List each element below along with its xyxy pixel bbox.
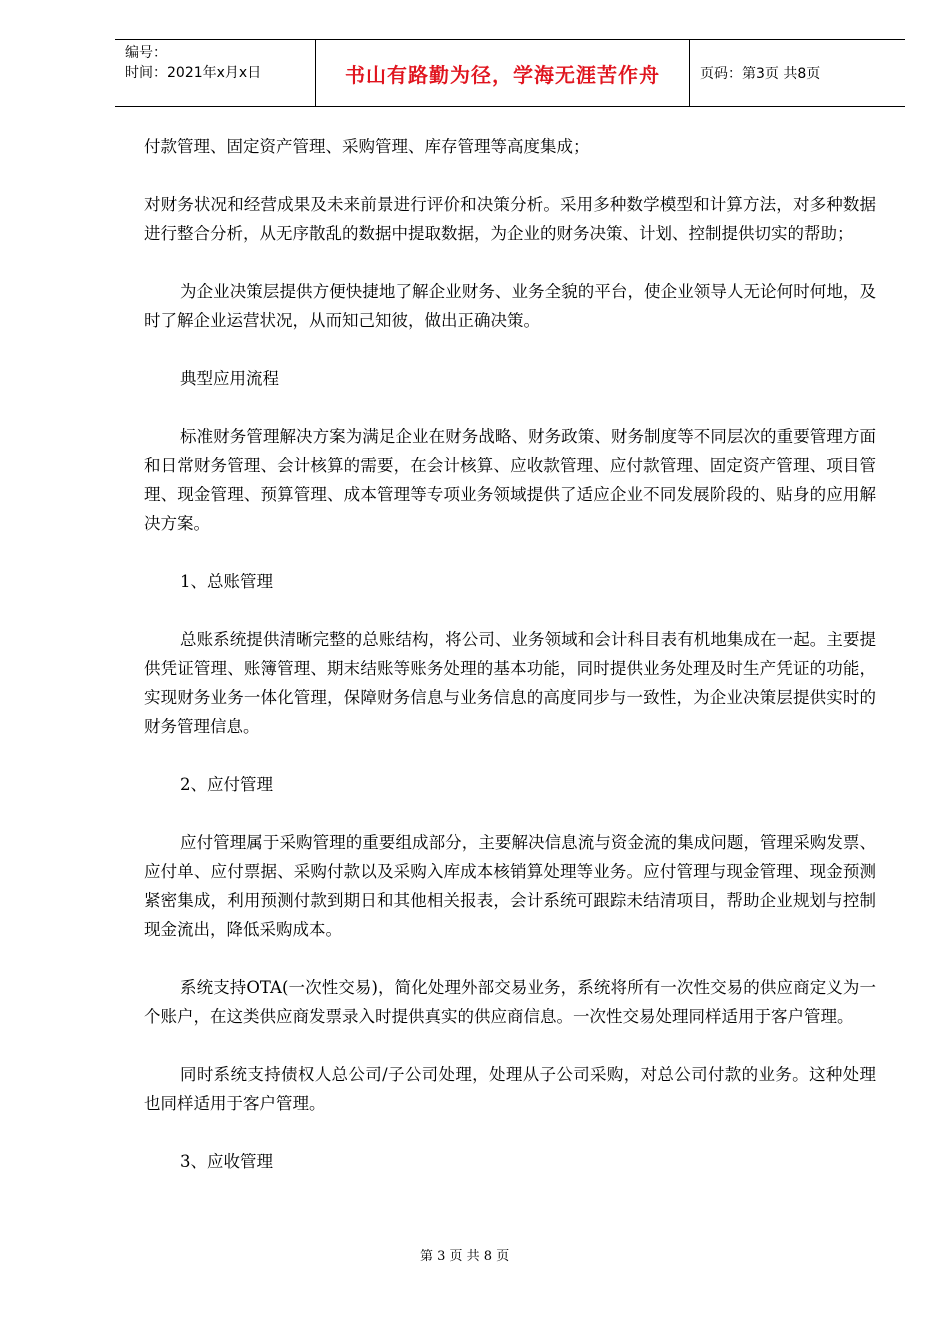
paragraph: 同时系统支持债权人总公司/子公司处理，处理从子公司采购，对总公司付款的业务。这种处理也同样适用于客户管理。 (144, 1065, 876, 1113)
document-body (144, 132, 876, 1205)
paragraph: 标准财务管理解决方案为满足企业在财务战略、财务政策、财务制度等不同层次的重要管理方面和日常财务管理、会计核算的需要，在会计核算、应收款管理、应付款管理、固定资产管理、项目管理、现金管理、预算管理、成本管理等专项业务领域提供了适应企业不同发展阶段的、贴身的应用解决方案。 (144, 427, 876, 533)
section-heading: 典型应用流程 (180, 369, 279, 388)
header-meta (115, 40, 316, 106)
paragraph: 为企业决策层提供方便快捷地了解企业财务、业务全貌的平台，使企业领导人无论何时何地，及时了解企业运营状况，从而知己知彼，做出正确决策。 (144, 282, 876, 330)
page-footer: 第 3 页 共 8 页 (420, 1249, 510, 1264)
paragraph: 总账系统提供清晰完整的总账结构，将公司、业务领域和会计科目表有机地集成在一起。主要提供凭证管理、账簿管理、期末结账等账务处理的基本功能，同时提供业务处理及时生产凭证的功能，实现财务业务一体化管理，保障财务信息与业务信息的高度同步与一致性，为企业决策层提供实时的财务管理信息。 (144, 630, 876, 736)
document-time: 时间：2021年x月x日 (125, 65, 262, 81)
section-heading: 1、总账管理 (180, 572, 273, 591)
page-header (115, 39, 905, 107)
paragraph: 系统支持OTA(一次性交易)，简化处理外部交易业务，系统将所有一次性交易的供应商定义为一个账户，在这类供应商发票录入时提供真实的供应商信息。一次性交易处理同样适用于客户管理。 (144, 978, 876, 1026)
section-heading: 3、应收管理 (180, 1152, 273, 1171)
paragraph: 付款管理、固定资产管理、采购管理、库存管理等高度集成； (144, 137, 590, 156)
paragraph: 应付管理属于采购管理的重要组成部分，主要解决信息流与资金流的集成问题，管理采购发票、应付单、应付票据、采购付款以及采购入库成本核销算处理等业务。应付管理与现金管理、现金预测紧密集成，利用预测付款到期日和其他相关报表，会计系统可跟踪未结清项目，帮助企业规划与控制现金流出，降低采购成本。 (144, 833, 876, 939)
header-page-number: 页码：第3页 共8页 (700, 66, 821, 82)
document-number: 编号： (125, 45, 167, 61)
header-motto: 书山有路勤为径，学海无涯苦作舟 (316, 40, 690, 106)
section-heading: 2、应付管理 (180, 775, 273, 794)
paragraph: 对财务状况和经营成果及未来前景进行评价和决策分析。采用多种数学模型和计算方法，对多种数据进行整合分析，从无序散乱的数据中提取数据，为企业的财务决策、计划、控制提供切实的帮助； (144, 195, 876, 243)
